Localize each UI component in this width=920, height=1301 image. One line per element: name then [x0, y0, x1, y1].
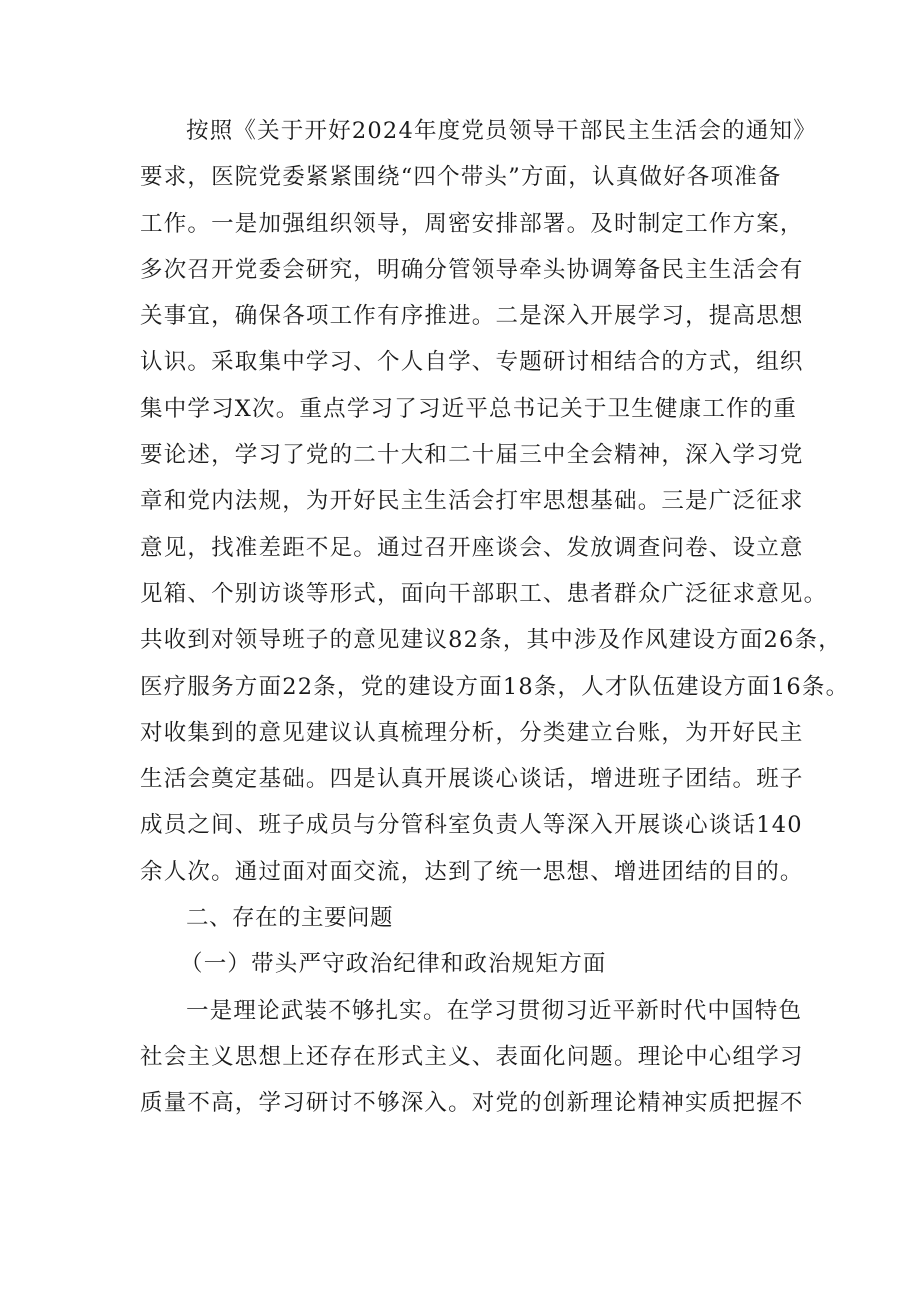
- paragraph-line: 按照《关于开好2024年度党员领导干部民主生活会的通知》: [186, 118, 817, 144]
- paragraph-line: 工作。一是加强组织领导，周密安排部署。及时制定工作方案，: [140, 210, 804, 237]
- paragraph-line: 成员之间、班子成员与分管科室负责人等深入开展谈心谈话140: [140, 812, 803, 839]
- paragraph-line: 多次召开党委会研究，明确分管领导牵头协调筹备民主生活会有: [140, 256, 804, 283]
- paragraph-line: 医疗服务方面22条，党的建设方面18条，人才队伍建设方面16条。: [140, 673, 850, 700]
- paragraph-line: 章和党内法规，为开好民主生活会打牢思想基础。三是广泛征求: [140, 488, 804, 515]
- body-paragraph: [140, 988, 804, 1127]
- paragraph-line: 要求，医院党委紧紧围绕“四个带头”方面，认真做好各项准备: [140, 164, 782, 191]
- paragraph-line: 共收到对领导班子的意见建议82条，其中涉及作风建设方面26条，: [140, 627, 842, 654]
- paragraph-line: 关事宜，确保各项工作有序推进。二是深入开展学习，提高思想: [140, 303, 804, 330]
- paragraph-line: 集中学习X次。重点学习了习近平总书记关于卫生健康工作的重: [140, 395, 798, 422]
- paragraph-line: 认识。采取集中学习、个人自学、专题研讨相结合的方式，组织: [140, 349, 804, 376]
- paragraph-line: 社会主义思想上还存在形式主义、表面化问题。理论中心组学习: [140, 1043, 804, 1070]
- paragraph-line: 要论述，学习了党的二十大和二十届三中全会精神，深入学习党: [140, 442, 804, 469]
- document-page: [140, 108, 850, 1127]
- section-heading: 二、存在的主要问题: [186, 905, 394, 932]
- paragraph-line: 质量不高，学习研讨不够深入。对党的创新理论精神实质把握不: [140, 1090, 804, 1117]
- subsection-heading: （一）带头严守政治纪律和政治规矩方面: [180, 951, 607, 978]
- paragraph-line: 见箱、个别访谈等形式，面向干部职工、患者群众广泛征求意见。: [140, 580, 828, 607]
- paragraph-line: 一是理论武装不够扎实。在学习贯彻习近平新时代中国特色: [186, 997, 803, 1024]
- paragraph-line: 意见，找准差距不足。通过召开座谈会、发放调查问卷、设立意: [140, 534, 804, 561]
- paragraph-line: 对收集到的意见建议认真梳理分析，分类建立台账，为开好民主: [140, 719, 804, 746]
- intro-paragraph: [140, 108, 850, 895]
- paragraph-line: 生活会奠定基础。四是认真开展谈心谈话，增进班子团结。班子: [140, 766, 804, 793]
- paragraph-line: 余人次。通过面对面交流，达到了统一思想、增进团结的目的。: [140, 858, 804, 885]
